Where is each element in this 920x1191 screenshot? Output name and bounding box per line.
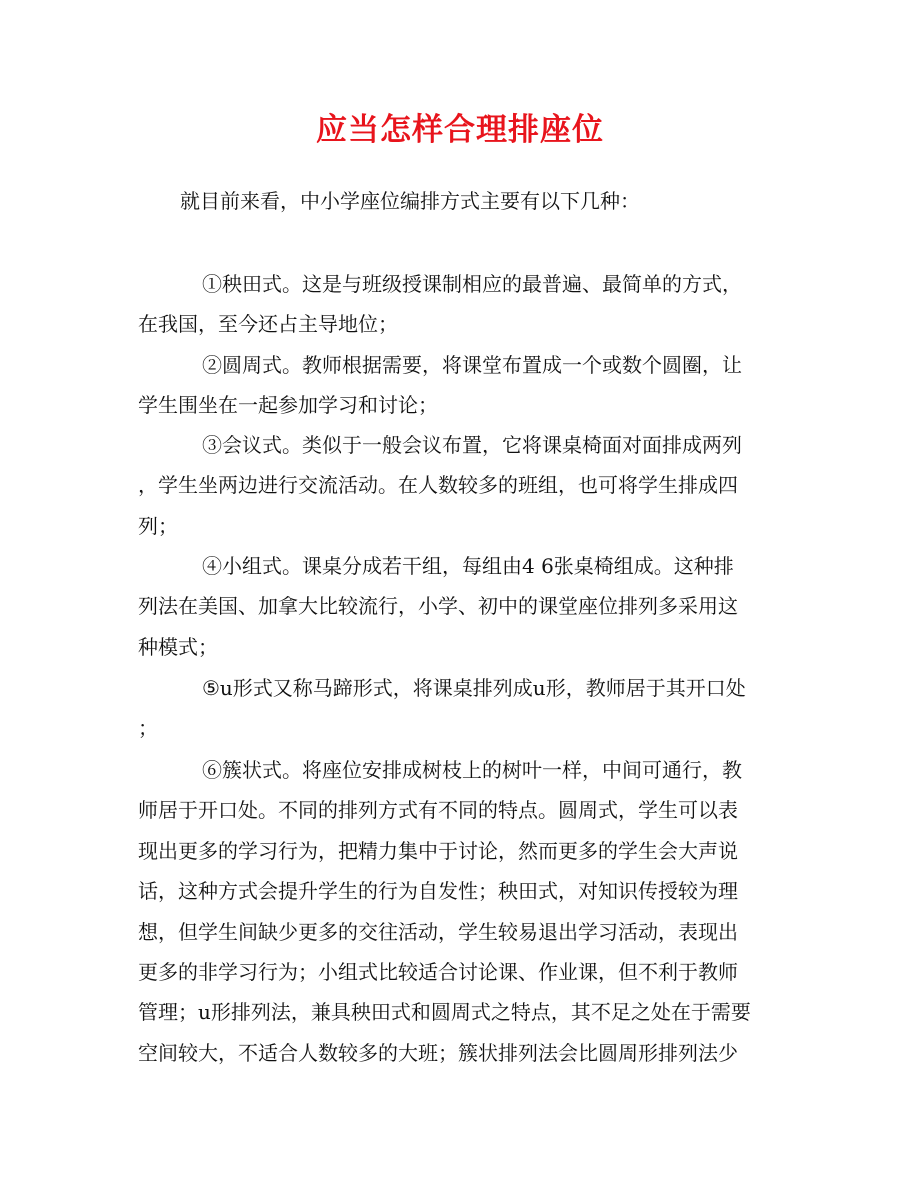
paragraph-line: 管理；u形排列法，兼具秧田式和圆周式之特点，其不足之处在于需要	[138, 1000, 751, 1025]
paragraph-line: 种模式；	[138, 634, 218, 659]
paragraph-line: 现出更多的学习行为，把精力集中于讨论，然而更多的学生会大声说	[138, 838, 738, 863]
paragraph-item-6	[138, 750, 788, 1073]
paragraph-line: ④小组式。课桌分成若干组，每组由4 6张桌椅组成。这种排	[202, 554, 734, 578]
paragraph-line: 师居于开口处。不同的排列方式有不同的特点。圆周式，学生可以表	[138, 798, 738, 823]
paragraph-item-1	[138, 264, 788, 345]
paragraph-line: ，学生坐两边进行交流活动。在人数较多的班组，也可将学生排成四	[138, 473, 738, 498]
paragraph-line: ②圆周式。教师根据需要，将课堂布置成一个或数个圆圈，让	[202, 353, 742, 377]
paragraph-line: 列法在美国、加拿大比较流行，小学、初中的课堂座位排列多采用这	[138, 594, 738, 619]
paragraph-item-4	[138, 546, 788, 667]
paragraph-line: 话，这种方式会提升学生的行为自发性；秧田式，对知识传授较为理	[138, 879, 738, 904]
paragraph-line: ①秧田式。这是与班级授课制相应的最普遍、最简单的方式，	[202, 272, 742, 296]
paragraph-line: ⑥簇状式。将座位安排成树枝上的树叶一样，中间可通行，教	[202, 758, 742, 782]
paragraph-line: ⑤u形式又称马蹄形式，将课桌排列成u形，教师居于其开口处	[202, 676, 746, 700]
paragraph-item-3	[138, 425, 788, 546]
paragraph-line: ；	[138, 716, 158, 741]
paragraph-line: 列；	[138, 513, 178, 538]
paragraph-line: 学生围坐在一起参加学习和讨论；	[138, 393, 438, 418]
paragraph-line: 空间较大，不适合人数较多的大班；簇状排列法会比圆周形排列法少	[138, 1040, 738, 1065]
paragraph-line: ③会议式。类似于一般会议布置，它将课桌椅面对面排成两列	[202, 433, 742, 457]
page-title: 应当怎样合理排座位	[316, 112, 604, 148]
paragraph-line: 想，但学生间缺少更多的交往活动，学生较易退出学习活动，表现出	[138, 919, 738, 944]
intro-paragraph: 就目前来看，中小学座位编排方式主要有以下几种：	[180, 189, 640, 213]
paragraph-item-2	[138, 345, 788, 426]
paragraph-line: 更多的非学习行为；小组式比较适合讨论课、作业课，但不利于教师	[138, 959, 738, 984]
paragraph-line: 在我国，至今还占主导地位；	[138, 312, 398, 337]
paragraph-item-5	[138, 668, 788, 749]
